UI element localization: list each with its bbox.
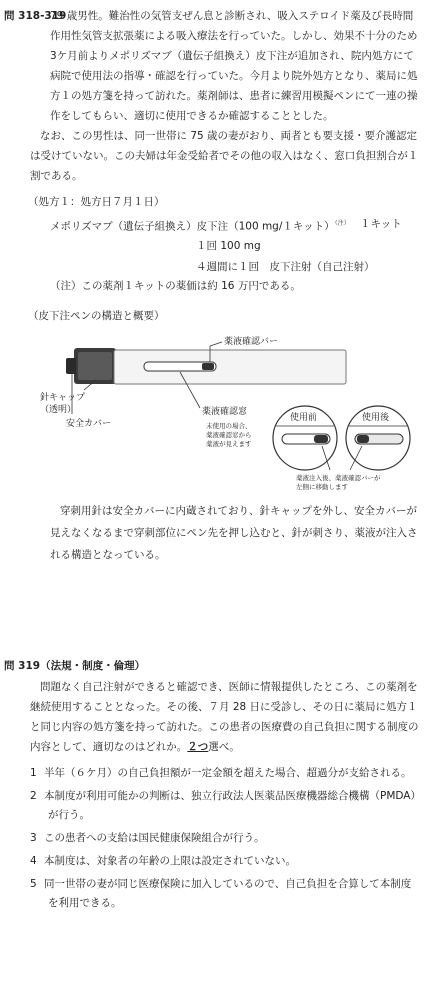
check-bar-label: 薬液確認バー xyxy=(224,337,279,347)
option-number: 2 xyxy=(30,790,37,802)
answer-option-5-cont: を利用できる。 xyxy=(48,897,122,909)
option-text: 本制度が利用可能かの判断は、独立行政法人医薬品医療機器総合機構（PMDA） xyxy=(44,790,421,802)
answer-option-2[interactable] xyxy=(30,786,425,806)
after-use-desc: 薬液注入後、薬液確認バーが 左側に移動します xyxy=(296,474,381,491)
answer-option-3[interactable] xyxy=(30,828,425,848)
option-text: この患者への支給は国民健康保険組合が行う。 xyxy=(44,832,265,844)
safety-cover-shape xyxy=(66,358,76,374)
answer-option-5[interactable] xyxy=(30,874,425,894)
before-use-label: 使用前 xyxy=(290,413,318,423)
q319-text xyxy=(30,677,422,757)
prescription-price-note: （注）この薬剤１キットの薬価は約 16 万円である。 xyxy=(50,280,301,292)
check-bar-shape xyxy=(202,363,214,370)
pen-description: 穿刺用針は安全カバーに内蔵されており、針キャップを外し、安全カバーが見えなくなるまで穿刺部位にペン先を押し込むと、針が刺さり、薬液が注入される構造となっている。 xyxy=(50,505,418,561)
q319-heading: 問 319（法規・制度・倫理） xyxy=(4,660,146,672)
case-intro-household: なお、この男性は、同一世帯に 75 歳の妻がおり、両者とも要支援・要介護認定は受けていない。この夫婦は年金受給者でその他の収入はなく、窓口負担割合が１割である。 xyxy=(30,130,419,182)
q319-choose-count: ２つ xyxy=(187,741,209,753)
prescription-dose: １回 100 mg xyxy=(196,240,261,252)
option-text: 同一世帯の妻が同じ医療保険に加入しているので、自己負担を合算して本制度 xyxy=(44,878,412,890)
question-number: 問 318-319 xyxy=(4,10,67,22)
prescription-drug-name: メポリズマブ（遺伝子組換え）皮下注（100 mg/１キット） xyxy=(50,220,335,233)
needle-cap-label: 針キャップ （透明） xyxy=(40,393,86,415)
option-number: 3 xyxy=(30,832,37,844)
q319-text-end: 選べ。 xyxy=(208,741,240,753)
safety-cover-label: 安全カバー xyxy=(66,419,112,429)
prescription-note-mark: （注） xyxy=(334,220,350,227)
option-number: 5 xyxy=(30,878,37,890)
pen-structure-heading: （皮下注ペンの構造と概要） xyxy=(28,310,165,322)
option-number: 1 xyxy=(30,767,37,779)
option-text: 半年（６ケ月）の自己負担額が一定金額を超えた場合、超過分が支給される。 xyxy=(44,767,412,779)
after-use-label: 使用後 xyxy=(362,413,390,423)
pen-diagram xyxy=(0,330,431,490)
answer-option-4[interactable] xyxy=(30,851,425,871)
check-window-desc: 未使用の場合、 薬液確認窓から 薬液が見えます xyxy=(206,422,252,448)
option-number: 4 xyxy=(30,855,37,867)
option-text: 本制度は、対象者の年齢の上限は設定されていない。 xyxy=(44,855,296,867)
q319-text-body: 問題なく自己注射ができると確認でき、医師に情報提供したところ、この薬剤を継続使用することとなった。その後、７月 28 日に受診し、その日に薬局に処方１と同じ内容の処方箋を持って訪れた。この患者の医療費の自己負担に関する制度の内容として、適切なのはどれか。 xyxy=(30,681,419,753)
prescription-frequency: ４週間に１回 皮下注射（自己注射） xyxy=(196,261,375,273)
case-intro: 79 歳男性。難治性の気管支ぜん息と診断され、吸入ステロイド薬及び長時間作用性気管支拡張薬による吸入療法を行っていた。しかし、効果不十分のため3ケ月前よりメポリズマブ（遺伝子組換え）皮下注が追加され、院内処方にて病院で使用法の指導・確認を行っていた。今月より院外処方となり、薬局に処方１の処方箋を持って訪れた。薬剤師は、患者に練習用模擬ペンにて一連の操作をしてもらい、適切に使用できるか確認することとした。 xyxy=(50,10,418,122)
answer-option-1[interactable] xyxy=(30,763,425,783)
prescription-label: （処方１：処方日７月１日） xyxy=(28,196,165,208)
prescription-drug xyxy=(50,214,350,237)
answer-option-2-cont: が行う。 xyxy=(48,809,90,821)
prescription-quantity: １キット xyxy=(360,218,402,230)
check-window-label: 薬液確認窓 xyxy=(202,407,248,417)
